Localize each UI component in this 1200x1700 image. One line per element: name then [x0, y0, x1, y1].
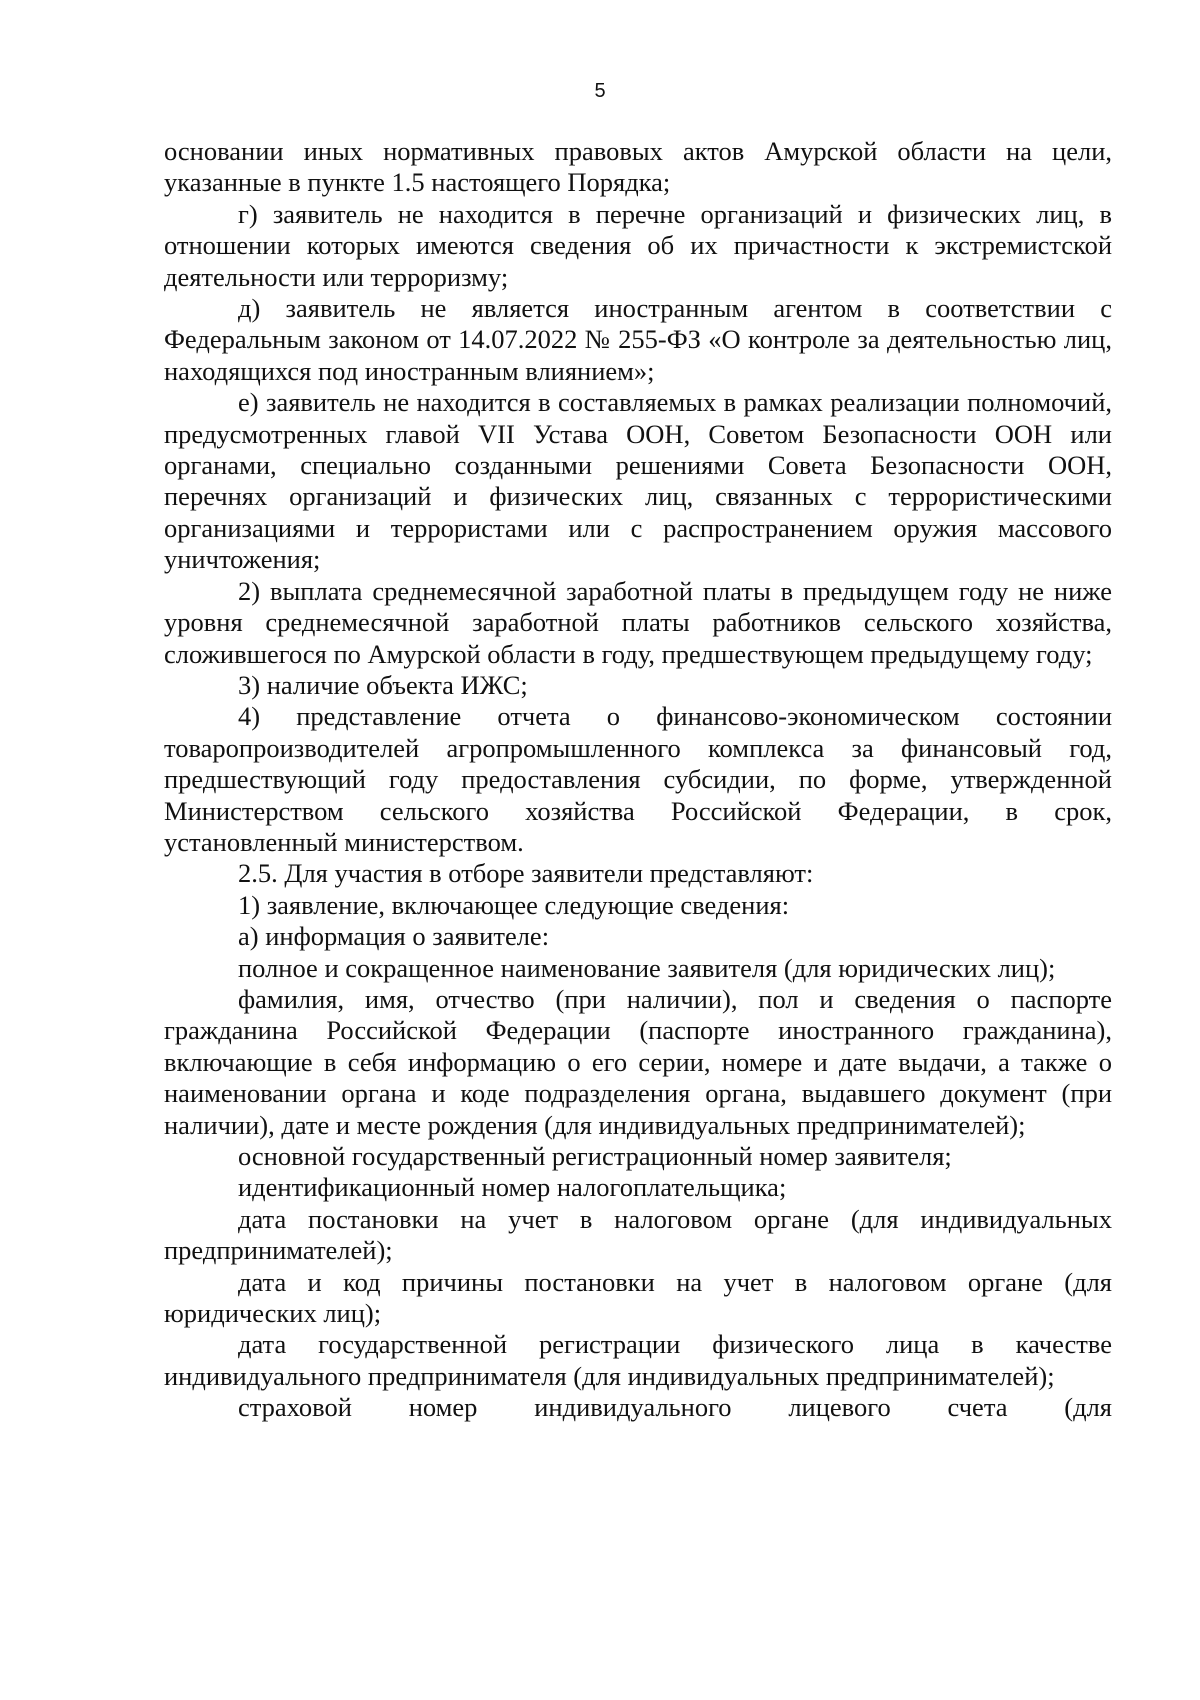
paragraph: фамилия, имя, отчество (при наличии), пол и сведения о паспорте гражданина Российской Федерации (паспорте иностранного гражданина), включающие в себя информацию о его серии, номере и дате выдачи, а также о наименовании органа и коде подразделения органа, выдавшего документ (при наличии), дате и месте рождения (для индивидуальных предпринимателей); [164, 983, 1112, 1140]
paragraph: г) заявитель не находится в перечне организаций и физических лиц, в отношении которых имеются сведения об их причастности к экстремистской деятельности или терроризму; [164, 198, 1112, 292]
paragraph: 4) представление отчета о финансово-экономическом состоянии товаропроизводителей агропромышленного комплекса за финансовый год, предшествующий году предоставления субсидии, по форме, утвержденной Министерством сельского хозяйства Российской Федерации, в срок, установленный министерством. [164, 701, 1112, 857]
paragraph: 2.5. Для участия в отборе заявители представляют: [238, 858, 814, 889]
paragraph: 3) наличие объекта ИЖС; [238, 669, 528, 700]
paragraph: дата и код причины постановки на учет в налоговом органе (для юридических лиц); [164, 1266, 1112, 1329]
paragraph: основании иных нормативных правовых актов Амурской области на цели, указанные в пункте 1.5 настоящего Порядка; [164, 136, 1112, 198]
paragraph: е) заявитель не находится в составляемых в рамках реализации полномочий, предусмотренных главой VII Устава ООН, Советом Безопасности ООН или органами, специально созданными решениями Совета Безопасности ООН, перечнях организаций и физических лиц, связанных с террористическими организациями и террористами или с распространением оружия массового уничтожения; [164, 387, 1112, 575]
paragraph: д) заявитель не является иностранным агентом в соответствии с Федеральным законом от 14.07.2022 № 255-ФЗ «О контроле за деятельностью лиц, находящихся под иностранным влиянием»; [164, 293, 1112, 386]
paragraph: дата государственной регистрации физического лица в качестве индивидуального предпринимателя (для индивидуальных предпринимателей); [164, 1329, 1112, 1391]
paragraph: а) информация о заявителе: [238, 921, 550, 952]
paragraph: идентификационный номер налогоплательщика; [238, 1172, 787, 1203]
paragraph: 1) заявление, включающее следующие сведения: [238, 889, 790, 920]
paragraph: дата постановки на учет в налоговом органе (для индивидуальных предпринимателей); [164, 1203, 1112, 1266]
page-number: 5 [594, 80, 606, 102]
paragraph: основной государственный регистрационный номер заявителя; [238, 1141, 952, 1171]
paragraph: 2) выплата среднемесячной заработной платы в предыдущем году не ниже уровня среднемесячной заработной платы работников сельского хозяйства, сложившегося по Амурской области в году, предшествующем предыдущему году; [164, 575, 1112, 669]
document-body [164, 136, 1112, 1424]
paragraph: полное и сокращенное наименование заявителя (для юридических лиц); [238, 952, 1056, 983]
paragraph: страховой номер индивидуального лицевого счета (для [238, 1392, 1112, 1423]
